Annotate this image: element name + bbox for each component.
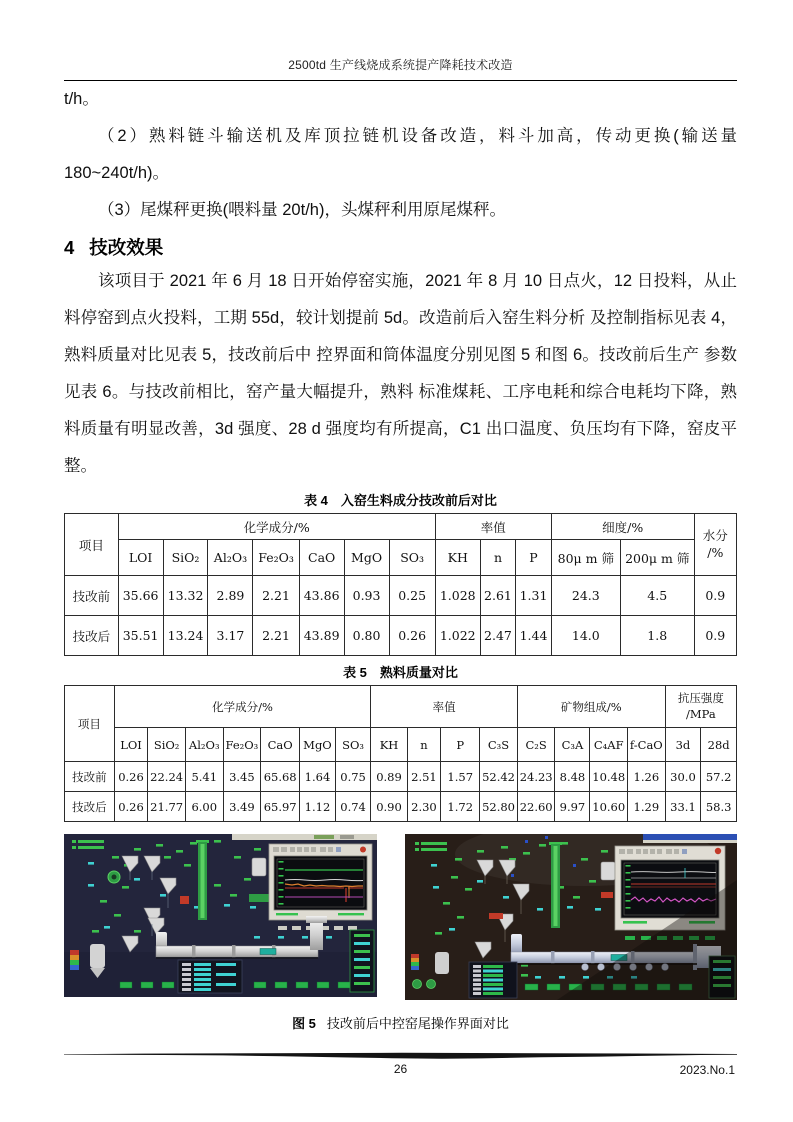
table-cell: 1.8 xyxy=(620,616,694,656)
table-cell: 2.30 xyxy=(407,792,441,822)
table-cell: 1.64 xyxy=(300,762,336,792)
table-cell: 52.80 xyxy=(480,792,518,822)
table5-caption-text: 熟料质量对比 xyxy=(379,665,458,680)
row-label: 技改后 xyxy=(65,616,119,656)
carryover-text: t/h。 xyxy=(64,90,99,108)
dcs-screenshot-before xyxy=(64,834,377,997)
footer-rule xyxy=(64,1052,737,1060)
t4-group-ratio: 率值 xyxy=(435,514,551,540)
table-row xyxy=(65,576,737,616)
table-cell: 0.9 xyxy=(694,576,736,616)
section-heading xyxy=(64,234,737,260)
table-cell: 2.61 xyxy=(480,576,516,616)
table-cell: 10.48 xyxy=(590,762,628,792)
table-row xyxy=(65,762,737,792)
table-cell: 2.21 xyxy=(253,616,299,656)
column-header: MgO xyxy=(300,728,336,762)
column-header: SiO₂ xyxy=(148,728,186,762)
t5-group-ratio: 率值 xyxy=(371,686,517,728)
table-cell: 43.86 xyxy=(299,576,344,616)
list-item-2: （2）熟料链斗输送机及库顶拉链机设备改造，料斗加高，传动更换(输送量 180~240t/h)。 xyxy=(64,127,737,182)
table-cell: 4.5 xyxy=(620,576,694,616)
column-header: SO₃ xyxy=(335,728,371,762)
column-header: C₃A xyxy=(555,728,590,762)
table-cell: 21.77 xyxy=(148,792,186,822)
t5-group-mineral: 矿物组成/% xyxy=(517,686,665,728)
column-header: KH xyxy=(371,728,407,762)
figure5-images xyxy=(64,834,737,1000)
table-cell: 0.75 xyxy=(335,762,371,792)
figure5-caption-label: 图 5 xyxy=(292,1016,316,1031)
table-cell: 1.26 xyxy=(628,762,666,792)
column-header: LOI xyxy=(118,540,163,576)
row-label: 技改后 xyxy=(65,792,115,822)
table-cell: 3.49 xyxy=(223,792,261,822)
column-header: C₂S xyxy=(517,728,555,762)
column-header: MgO xyxy=(344,540,389,576)
table-cell: 0.74 xyxy=(335,792,371,822)
table-cell: 1.29 xyxy=(628,792,666,822)
table-cell: 57.2 xyxy=(701,762,737,792)
table-row xyxy=(65,792,737,822)
table-clinker-quality xyxy=(64,685,737,822)
t5-group-strength: 抗压强度 /MPa xyxy=(665,686,736,728)
t4-col-moisture: 水分 /% xyxy=(694,514,736,576)
table-cell: 24.3 xyxy=(551,576,620,616)
table-cell: 9.97 xyxy=(555,792,590,822)
close-icon xyxy=(715,848,721,854)
column-header: 80μ m 筛 xyxy=(551,540,620,576)
table5-caption-label: 表 5 xyxy=(343,665,367,680)
running-head-title: 2500td 生产线烧成系统提产降耗技术改造 xyxy=(288,58,513,72)
table-row xyxy=(65,616,737,656)
table-cell: 0.9 xyxy=(694,616,736,656)
data-panel xyxy=(178,960,242,993)
column-header: 200μ m 筛 xyxy=(620,540,694,576)
column-header: LOI xyxy=(114,728,148,762)
table5-caption xyxy=(64,662,737,681)
column-header: C₃S xyxy=(480,728,518,762)
side-panel xyxy=(350,930,374,992)
table-cell: 0.93 xyxy=(344,576,389,616)
table-cell: 1.12 xyxy=(300,792,336,822)
row-label: 技改前 xyxy=(65,576,119,616)
table-cell: 22.60 xyxy=(517,792,555,822)
column-header: Fe₂O₃ xyxy=(223,728,261,762)
dcs-screenshot-after xyxy=(405,834,737,1000)
t5-col-item: 项目 xyxy=(65,686,115,762)
t5-group-chemical: 化学成分/% xyxy=(114,686,371,728)
table-cell: 1.022 xyxy=(435,616,480,656)
table-cell: 13.32 xyxy=(163,576,208,616)
table4-caption-text: 入窑生料成分技改前后对比 xyxy=(340,493,497,508)
table-cell: 0.25 xyxy=(389,576,435,616)
column-header: CaO xyxy=(261,728,300,762)
t4-col-item: 项目 xyxy=(65,514,119,576)
table-cell: 2.51 xyxy=(407,762,441,792)
table-cell: 35.51 xyxy=(118,616,163,656)
figure5-caption xyxy=(64,1013,737,1032)
t4-group-fineness: 细度/% xyxy=(551,514,694,540)
issue-label: 2023.No.1 xyxy=(679,1063,735,1077)
figure5-caption-text: 技改前后中控窑尾操作界面对比 xyxy=(326,1016,509,1031)
table-cell: 0.26 xyxy=(389,616,435,656)
table-cell: 43.89 xyxy=(299,616,344,656)
table-cell: 6.00 xyxy=(185,792,223,822)
page-footer xyxy=(64,1052,737,1080)
table-cell: 1.44 xyxy=(516,616,552,656)
row-label: 技改前 xyxy=(65,762,115,792)
column-header: n xyxy=(480,540,516,576)
table-cell: 1.72 xyxy=(441,792,480,822)
t4-group-chemical: 化学成分/% xyxy=(118,514,435,540)
body-paragraph: 该项目于 2021 年 6 月 18 日开始停窑实施，2021 年 8 月 10 日点火，12 日投料，从止料停窑到点火投料，工期 55d，较计划提前 5d。改造前后入窑生料分析 及控制指标见表 4，熟料质量对比见表 5，技改前后中 控界面和筒体温度分别见图 5 和图 6。技改前后生产 参数见表 6。与技改前相比，窑产量大幅提升，熟料 标准煤耗、工序电耗和综合电耗均下降，熟料质量有明显改善，3d 强度、28 d 强度均有所提高，C1 出口温度、负压均有下降，窑皮平整。 xyxy=(64,272,737,475)
table-cell: 10.60 xyxy=(590,792,628,822)
table-cell: 0.90 xyxy=(371,792,407,822)
column-header: 28d xyxy=(701,728,737,762)
table-cell: 1.57 xyxy=(441,762,480,792)
table-cell: 8.48 xyxy=(555,762,590,792)
table-cell: 52.42 xyxy=(480,762,518,792)
table-cell: 35.66 xyxy=(118,576,163,616)
page-number: 26 xyxy=(393,1062,408,1076)
table4-caption xyxy=(64,490,737,509)
column-header: KH xyxy=(435,540,480,576)
table-cell: 5.41 xyxy=(185,762,223,792)
table-cell: 2.21 xyxy=(253,576,299,616)
column-header: SiO₂ xyxy=(163,540,208,576)
column-header: C₄AF xyxy=(590,728,628,762)
table-cell: 22.24 xyxy=(148,762,186,792)
column-header: CaO xyxy=(299,540,344,576)
table-cell: 1.028 xyxy=(435,576,480,616)
table4-caption-label: 表 4 xyxy=(304,493,328,508)
column-header: Fe₂O₃ xyxy=(253,540,299,576)
column-header: 3d xyxy=(665,728,701,762)
table-raw-meal-composition xyxy=(64,513,737,656)
table-cell: 30.0 xyxy=(665,762,701,792)
table-cell: 3.17 xyxy=(208,616,253,656)
table-cell: 0.26 xyxy=(114,762,148,792)
column-header: SO₃ xyxy=(389,540,435,576)
table-cell: 33.1 xyxy=(665,792,701,822)
table-cell: 3.45 xyxy=(223,762,261,792)
column-header: f-CaO xyxy=(628,728,666,762)
table-cell: 13.24 xyxy=(163,616,208,656)
table-cell: 0.89 xyxy=(371,762,407,792)
trend-window xyxy=(269,844,372,920)
column-header: n xyxy=(407,728,441,762)
running-head xyxy=(64,56,737,81)
close-icon xyxy=(360,847,366,853)
section-number: 4 xyxy=(64,237,75,258)
footer-row xyxy=(64,1062,737,1080)
section-title: 技改效果 xyxy=(89,237,164,258)
table-cell: 58.3 xyxy=(701,792,737,822)
column-header: P xyxy=(516,540,552,576)
table-cell: 65.68 xyxy=(261,762,300,792)
table-cell: 0.80 xyxy=(344,616,389,656)
table-cell: 2.89 xyxy=(208,576,253,616)
column-header: Al₂O₃ xyxy=(185,728,223,762)
table-cell: 14.0 xyxy=(551,616,620,656)
table-cell: 1.31 xyxy=(516,576,552,616)
data-panel xyxy=(469,962,517,998)
table-cell: 0.26 xyxy=(114,792,148,822)
table-cell: 2.47 xyxy=(480,616,516,656)
list-item-3: （3）尾煤秤更换(喂料量 20t/h)，头煤秤利用原尾煤秤。 xyxy=(98,201,506,219)
table-cell: 24.23 xyxy=(517,762,555,792)
table-cell: 65.97 xyxy=(261,792,300,822)
column-header: P xyxy=(441,728,480,762)
column-header: Al₂O₃ xyxy=(208,540,253,576)
